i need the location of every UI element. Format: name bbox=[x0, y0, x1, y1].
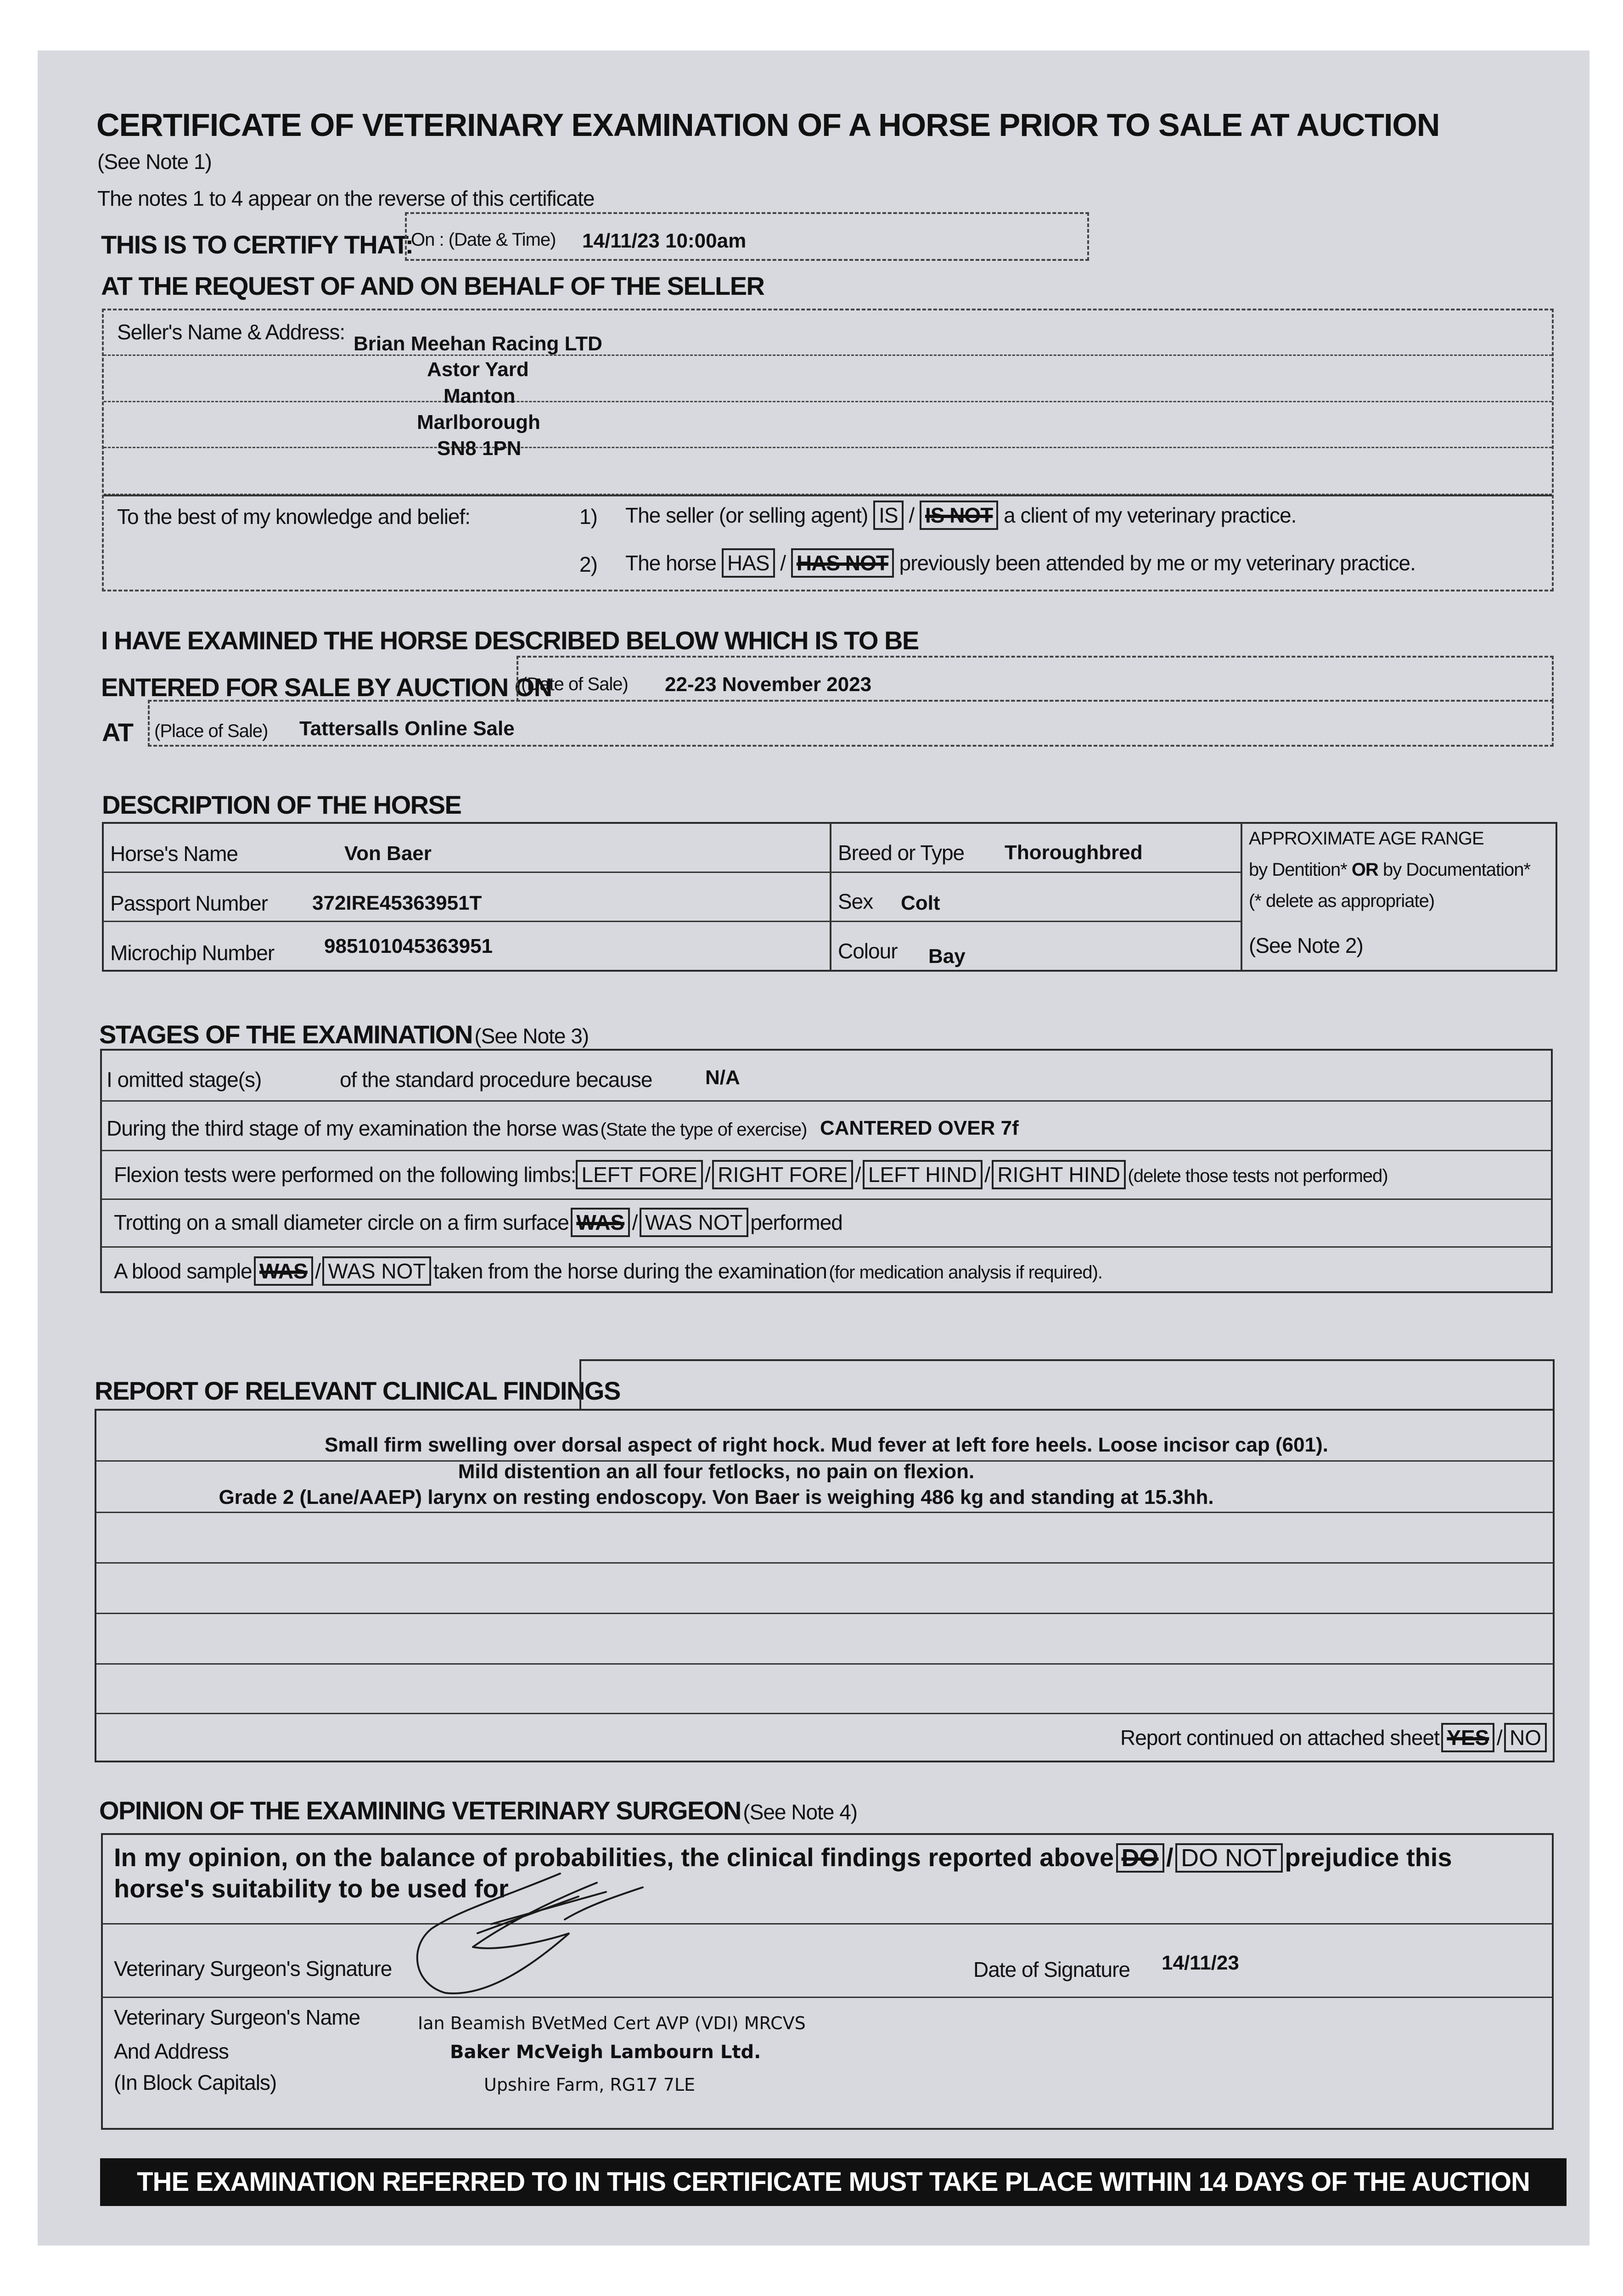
seller-client-statement: The seller (or selling agent) IS / IS NOT a client of my veterinary practice. bbox=[625, 501, 1296, 530]
passport-value: 372IRE45363951T bbox=[312, 892, 482, 914]
opinion-statement: In my opinion, on the balance of probabilities, the clinical findings reported above DO / DO NOT prejudice this bbox=[114, 1843, 1452, 1872]
limb-right-fore: RIGHT FORE bbox=[712, 1160, 853, 1189]
seller-address-line: SN8 1PN bbox=[437, 437, 522, 460]
limb-right-hind: RIGHT HIND bbox=[992, 1160, 1126, 1189]
option-has-not-struck: HAS NOT bbox=[791, 548, 894, 578]
continued-yes-struck: YES bbox=[1441, 1723, 1494, 1752]
certify-label: THIS IS TO CERTIFY THAT: bbox=[101, 230, 413, 259]
option-has: HAS bbox=[722, 548, 775, 578]
limb-left-hind: LEFT HIND bbox=[863, 1160, 983, 1189]
age-delete-note: (* delete as appropriate) bbox=[1249, 891, 1435, 911]
colour-value: Bay bbox=[928, 945, 966, 968]
report-continued-line: Report continued on attached sheet YES / NO bbox=[1120, 1723, 1547, 1758]
omitted-stages-because: of the standard procedure because bbox=[340, 1068, 652, 1092]
sex-value: Colt bbox=[901, 892, 940, 914]
continued-no: NO bbox=[1504, 1723, 1547, 1752]
option-is: IS bbox=[873, 501, 903, 530]
report-line: Small firm swelling over dorsal aspect of right hock. Mud fever at left fore heels. Loose incisor cap (601). bbox=[325, 1434, 1328, 1456]
place-of-sale-value: Tattersalls Online Sale bbox=[299, 717, 515, 740]
request-label: AT THE REQUEST OF AND ON BEHALF OF THE SELLER bbox=[101, 271, 764, 300]
blood-sample-line: A blood sample WAS / WAS NOT taken from the horse during the examination (for medication analysis if required). bbox=[114, 1256, 1102, 1291]
date-of-sale-value: 22-23 November 2023 bbox=[665, 673, 872, 696]
see-note-1: (See Note 1) bbox=[97, 150, 212, 174]
date-of-sale-label: (Date of Sale) bbox=[521, 674, 628, 694]
description-heading: DESCRIPTION OF THE HORSE bbox=[102, 790, 461, 819]
blood-was-struck: WAS bbox=[254, 1256, 313, 1286]
third-stage-value: CANTERED OVER 7f bbox=[820, 1117, 1019, 1139]
at-label: AT bbox=[102, 718, 133, 747]
colour-label: Colour bbox=[838, 939, 898, 963]
horse-name-label: Horse's Name bbox=[110, 842, 238, 866]
stages-heading: STAGES OF THE EXAMINATION (See Note 3) bbox=[99, 1020, 589, 1049]
microchip-label: Microchip Number bbox=[110, 941, 275, 965]
omitted-stages-label: I omitted stage(s) bbox=[107, 1068, 262, 1092]
age-range-method: by Dentition* OR by Documentation* bbox=[1249, 860, 1531, 880]
on-date-time-label: On : (Date & Time) bbox=[411, 230, 556, 250]
notes-line: The notes 1 to 4 appear on the reverse of this certificate bbox=[97, 186, 595, 210]
report-line: Grade 2 (Lane/AAEP) larynx on resting endoscopy. Von Baer is weighing 486 kg and standing at 15.3hh. bbox=[219, 1486, 1214, 1508]
signature-label: Veterinary Surgeon's Signature bbox=[114, 1957, 392, 1981]
omitted-stages-value: N/A bbox=[705, 1066, 740, 1089]
knowledge-item-number: 2) bbox=[579, 552, 597, 576]
surgeon-name-label: Veterinary Surgeon's Name bbox=[114, 2005, 360, 2029]
surgeon-address-label: And Address bbox=[114, 2039, 229, 2063]
block-capitals-label: (In Block Capitals) bbox=[114, 2071, 277, 2094]
on-date-time-value: 14/11/23 10:00am bbox=[582, 230, 747, 252]
trot-was-not: WAS NOT bbox=[640, 1208, 748, 1237]
third-stage-label: During the third stage of my examination the horse was (State the type of exercise) bbox=[107, 1116, 807, 1140]
opinion-statement-line2: horse's suitability to be used for bbox=[114, 1874, 509, 1903]
seller-address-line: Manton bbox=[444, 385, 516, 407]
sex-label: Sex bbox=[838, 889, 873, 913]
seller-address-line: Astor Yard bbox=[427, 358, 529, 381]
signature-scribble bbox=[404, 1855, 670, 2002]
option-is-not-struck: IS NOT bbox=[920, 501, 998, 530]
opinion-heading: OPINION OF THE EXAMINING VETERINARY SURGEON (See Note 4) bbox=[99, 1796, 858, 1825]
horse-attended-statement: The horse HAS / HAS NOT previously been attended by me or my veterinary practice. bbox=[625, 548, 1415, 578]
trot-was-struck: WAS bbox=[571, 1208, 630, 1237]
seller-address-line: Brian Meehan Racing LTD bbox=[354, 332, 602, 355]
footer-banner: THE EXAMINATION REFERRED TO IN THIS CERTIFICATE MUST TAKE PLACE WITHIN 14 DAYS OF THE AUCTION bbox=[100, 2158, 1567, 2206]
breed-label: Breed or Type bbox=[838, 841, 965, 865]
surgeon-stamp-line: Upshire Farm, RG17 7LE bbox=[484, 2075, 696, 2095]
seller-label: Seller's Name & Address: bbox=[117, 320, 345, 344]
place-of-sale-label: (Place of Sale) bbox=[154, 721, 268, 741]
examined-label: I HAVE EXAMINED THE HORSE DESCRIBED BELOW WHICH IS TO BE bbox=[101, 626, 919, 655]
horse-name-value: Von Baer bbox=[344, 842, 432, 865]
limb-left-fore: LEFT FORE bbox=[576, 1160, 702, 1189]
blood-was-not: WAS NOT bbox=[322, 1256, 431, 1286]
flexion-tests-line: Flexion tests were performed on the following limbs: LEFT FORE / RIGHT FORE / LEFT HIND / RIGHT HIND (delete those tests not performed) bbox=[114, 1160, 1388, 1195]
passport-label: Passport Number bbox=[110, 891, 268, 915]
microchip-value: 985101045363951 bbox=[324, 935, 493, 957]
entered-label: ENTERED FOR SALE BY AUCTION ON bbox=[101, 673, 552, 702]
trotting-line: Trotting on a small diameter circle on a firm surface WAS / WAS NOT performed bbox=[114, 1208, 842, 1243]
breed-value: Thoroughbred bbox=[1005, 841, 1143, 864]
report-heading-box bbox=[579, 1359, 1555, 1411]
age-see-note: (See Note 2) bbox=[1249, 934, 1363, 957]
knowledge-item-number: 1) bbox=[579, 505, 597, 529]
date-of-signature-label: Date of Signature bbox=[973, 1958, 1130, 1981]
age-range-title: APPROXIMATE AGE RANGE bbox=[1249, 828, 1484, 849]
opinion-do-not: DO NOT bbox=[1175, 1843, 1283, 1873]
page-title: CERTIFICATE OF VETERINARY EXAMINATION OF A HORSE PRIOR TO SALE AT AUCTION bbox=[96, 107, 1440, 143]
seller-address-line: Marlborough bbox=[417, 411, 540, 433]
surgeon-stamp-line: Baker McVeigh Lambourn Ltd. bbox=[450, 2042, 761, 2063]
opinion-do-struck: DO bbox=[1116, 1843, 1164, 1873]
date-of-signature-value: 14/11/23 bbox=[1162, 1952, 1239, 1974]
report-heading: REPORT OF RELEVANT CLINICAL FINDINGS bbox=[95, 1376, 620, 1405]
knowledge-label: To the best of my knowledge and belief: bbox=[117, 505, 471, 529]
report-line: Mild distention an all four fetlocks, no pain on flexion. bbox=[458, 1460, 975, 1483]
surgeon-stamp-line: Ian Beamish BVetMed Cert AVP (VDI) MRCVS bbox=[418, 2013, 806, 2033]
